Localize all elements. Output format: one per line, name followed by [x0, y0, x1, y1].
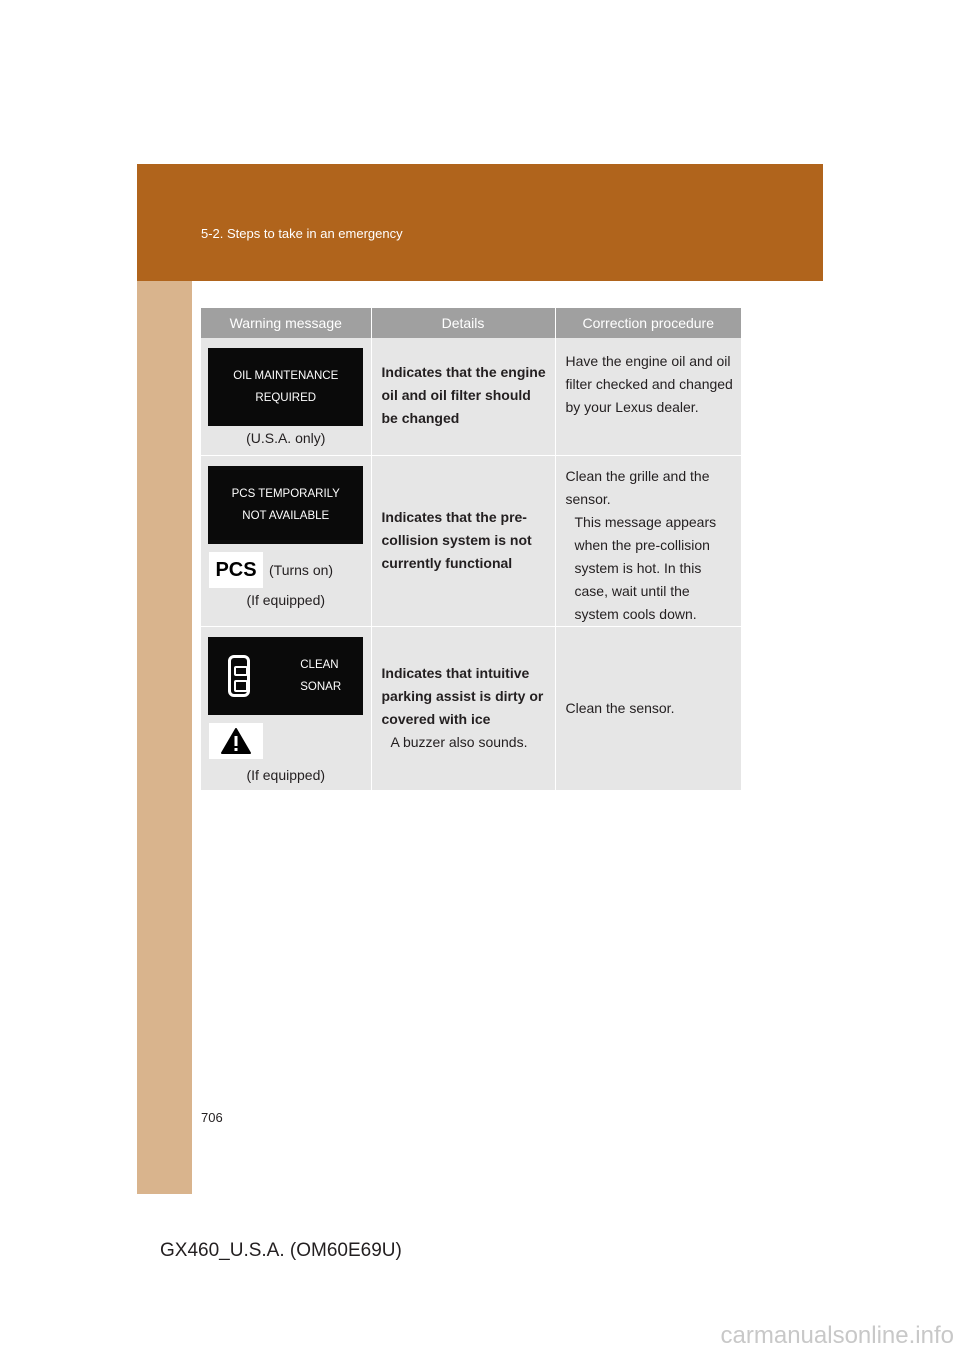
equipment-note: (If equipped) [246, 591, 326, 608]
display-line: CLEAN [300, 658, 339, 671]
warning-message-cell [201, 338, 371, 455]
correction-cell: Have the engine oil and oil filter checked and changed by your Lexus dealer. [555, 338, 741, 455]
watermark: carmanualsonline.info [720, 1322, 954, 1349]
table-row [201, 626, 741, 790]
header-correction-procedure: Correction procedure [555, 308, 741, 338]
pcs-unavailable-display [208, 466, 363, 544]
display-line: NOT AVAILABLE [242, 509, 330, 522]
region-note: (U.S.A. only) [246, 430, 326, 446]
table-row [201, 338, 741, 455]
header-band [137, 164, 823, 281]
side-bar [137, 164, 192, 1194]
correction-text: Clean the grille and the sensor. [565, 467, 710, 507]
header-warning-message: Warning message [201, 308, 371, 338]
oil-maintenance-display [208, 348, 363, 426]
details-note: A buzzer also sounds. [390, 734, 528, 750]
page-number: 706 [201, 1110, 223, 1125]
clean-sonar-display [208, 637, 363, 715]
warning-message-cell [201, 626, 371, 790]
details-cell: Indicates that the engine oil and oil filter should be changed [371, 338, 555, 455]
details-cell: Indicates that the pre-collision system is not currently functional [371, 455, 555, 626]
display-line: PCS TEMPORARILY [231, 487, 340, 500]
pcs-indicator-icon: PCS [209, 552, 263, 588]
warning-table [201, 308, 741, 791]
display-text [300, 654, 341, 698]
display-line: SONAR [300, 680, 342, 693]
document-code: GX460_U.S.A. (OM60E69U) [160, 1240, 402, 1261]
correction-cell: Clean the sensor. [555, 626, 741, 790]
display-line: OIL MAINTENANCE [233, 370, 339, 382]
pcs-indicator-row [209, 552, 371, 588]
warning-triangle-icon [209, 723, 263, 759]
display-line: REQUIRED [255, 392, 317, 404]
correction-cell [555, 455, 741, 626]
details-text: Indicates that intuitive parking assist is dirty or covered with ice [381, 665, 544, 727]
warning-message-cell [201, 455, 371, 626]
details-cell [371, 626, 555, 790]
equipment-note: (If equipped) [246, 766, 326, 783]
table-row [201, 455, 741, 626]
indicator-note: (Turns on) [269, 561, 334, 578]
header-details: Details [371, 308, 555, 338]
table-header-row [201, 308, 741, 338]
car-top-view-icon [228, 655, 250, 697]
section-title: 5-2. Steps to take in an emergency [201, 226, 403, 241]
correction-note: This message appears when the pre-collision system is hot. In this case, wait until the system cools down. [574, 513, 717, 622]
